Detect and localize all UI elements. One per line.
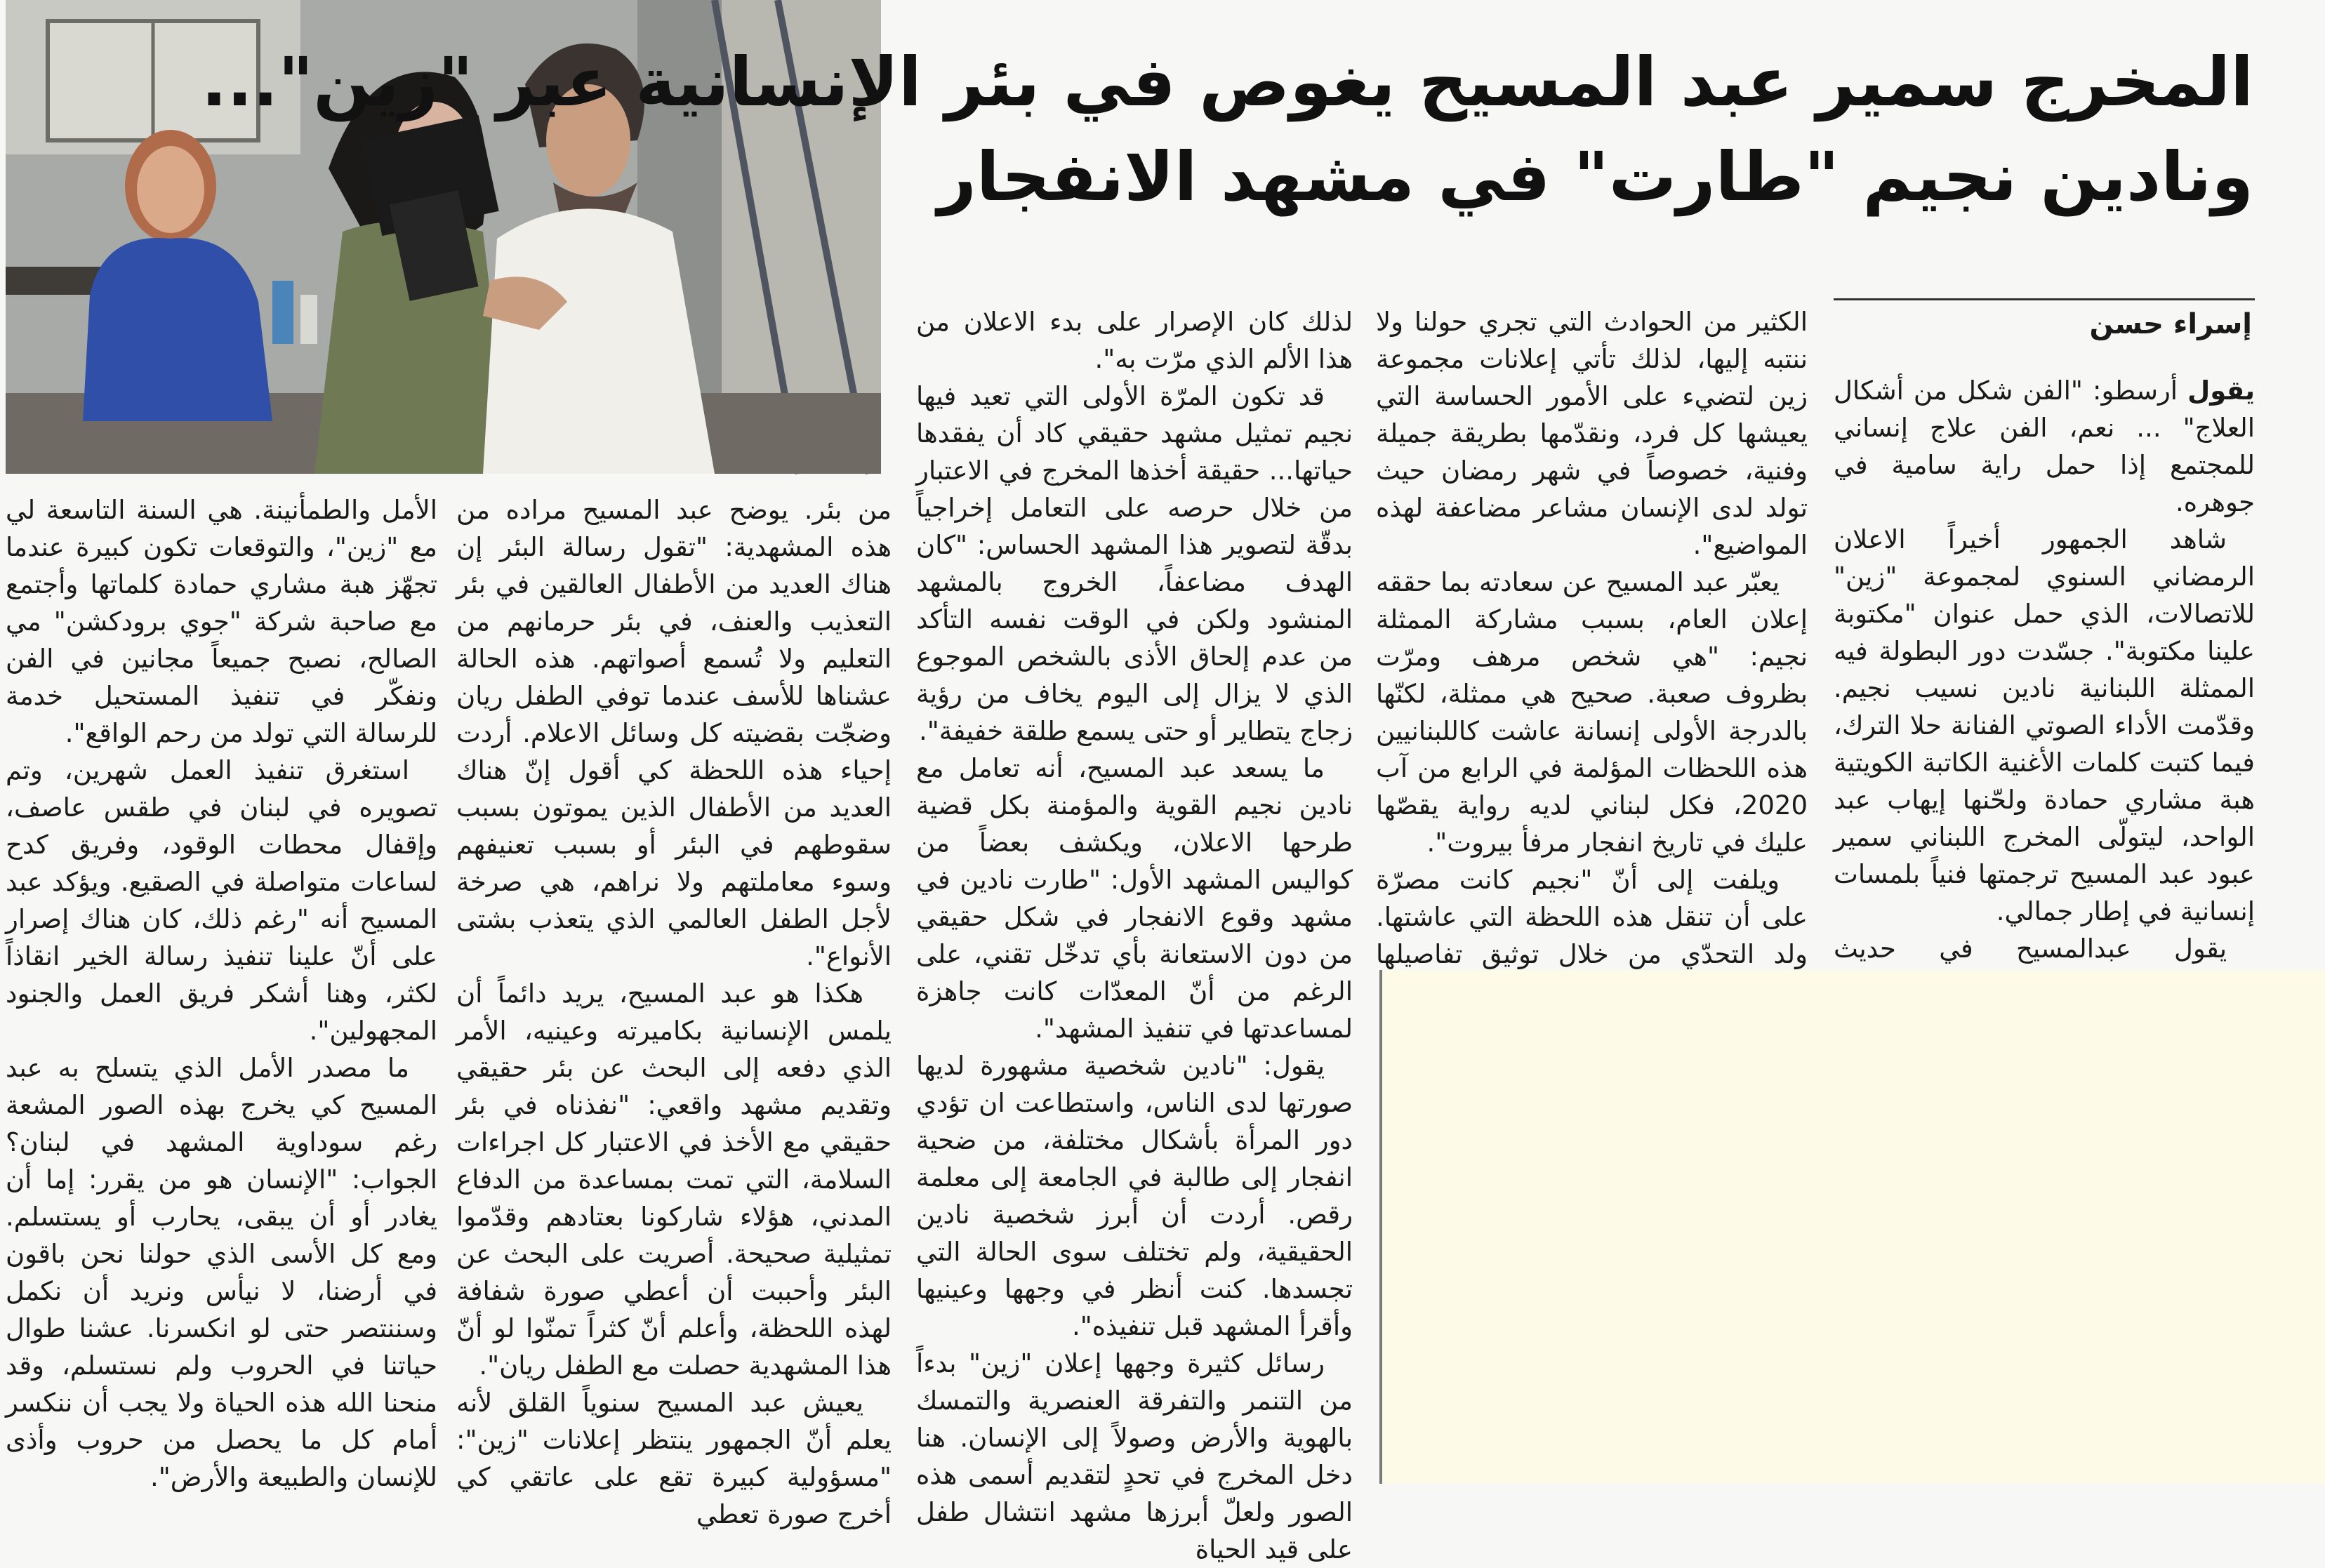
lead-word: يقول <box>2187 376 2255 406</box>
byline-rule <box>1834 298 2255 300</box>
article-column-4 <box>456 491 892 1529</box>
article-column-3 <box>916 303 1353 1564</box>
paragraph: يقول عبدالمسيح في حديث <box>1834 934 2227 964</box>
paragraph: رسائل كثيرة وجهها إعلان "زين" بدءاً من التنمر والتفرقة العنصرية والتمسك بالهوية والأرض وصولاً إلى الإنسان. هنا دخل المخرج في تحدٍ لتقديم أسمى هذه الصور ولعلّ أبرزها مشهد انتشال طفل على قيد الحياة <box>916 1348 1353 1564</box>
paragraph: قد تكون المرّة الأولى التي تعيد فيها نجيم تمثيل مشهد حقيقي كاد أن يفقدها حياتها... حقيقة أخذها المخرج في الاعتبار من خلال حرصه على التعامل إخراجياً بدقّة لتصوير هذا المشهد الحساس: "كان الهدف مضاعفاً، الخروج بالمشهد المنشود ولكن في الوقت نفسه التأكد من عدم إلحاق الأذى بالشخص الموجوع الذي لا يزال إلى اليوم يخاف من رؤية زجاج يتطاير أو حتى يسمع طلقة خفيفة". <box>916 381 1353 746</box>
paragraph-text: أرسطو: "الفن شكل من أشكال العلاج" ... نعم، الفن علاج إنساني للمجتمع إذا حمل راية سامية في جوهره. <box>1834 376 2255 517</box>
article-column-2 <box>1376 303 1808 969</box>
paragraph: استغرق تنفيذ العمل شهرين، وتم تصويره في لبنان في طقس عاصف، وإقفال محطات الوقود، وفريق كدح لساعات متواصلة في الصقيع. ويؤكد عبد المسيح أنه "رغم ذلك، كان هناك إصرار على أنّ علينا تنفيذ رسالة الخير انقاذاً لكثر، وهنا أشكر فريق العمل والجنود المجهولين". <box>6 755 437 1046</box>
empty-page-area <box>1379 970 2325 1484</box>
paragraph: لذلك كان الإصرار على بدء الاعلان من هذا الألم الذي مرّت به". <box>916 307 1353 374</box>
article-column-1 <box>1834 372 2255 964</box>
byline: إسراء حسن <box>2089 308 2252 340</box>
paragraph: من بئر. يوضح عبد المسيح مراده من هذه المشهدية: "تقول رسالة البئر إن هناك العديد من الأطفال العالقين في بئر التعذيب والعنف، في بئر حرمانهم من التعليم ولا تُسمع أصواتهم. هذه الحالة عشناها للأسف عندما توفي الطفل ريان وضجّت بقضيته كل وسائل الاعلام. أردت إحياء هذه اللحظة كي أقول إنّ هناك العديد من الأطفال الذين يموتون بسبب سقوطهم في البئر أو بسبب تعنيفهم وسوء معاملتهم ولا نراهم، هي صرخة لأجل الطفل العالمي الذي يتعذب بشتى الأنواع". <box>456 495 892 971</box>
paragraph <box>1834 372 2255 521</box>
paragraph: ما يسعد عبد المسيح، أنه تعامل مع نادين نجيم القوية والمؤمنة بكل قضية طرحها الاعلان، ويكشف بعضاً من كواليس المشهد الأول: "طارت نادين في مشهد وقوع الانفجار في شكل حقيقي من دون الاستعانة بأي تدخّل تقني، على الرغم من أنّ المعدّات كانت جاهزة لمساعدتها في تنفيذ المشهد". <box>916 753 1353 1044</box>
paragraph: الكثير من الحوادث التي تجري حولنا ولا ننتبه إليها، لذلك تأتي إعلانات مجموعة زين لتضيء على الأمور الحساسة التي يعيشها كل فرد، ونقدّمها بطريقة جميلة وفنية، خصوصاً في شهر رمضان حيث تولد لدى الإنسان مشاعر مضاعفة لهذه المواضيع". <box>1376 307 1808 560</box>
paragraph: شاهد الجمهور أخيراً الاعلان الرمضاني السنوي لمجموعة "زين" للاتصالات، الذي حمل عنوان "مكتوبة علينا مكتوبة". جسّدت دور البطولة فيه الممثلة اللبنانية نادين نسيب نجيم. وقدّمت الأداء الصوتي الفنانة حلا الترك، فيما كتبت كلمات الأغنية الكاتبة الكويتية هبة مشاري حمادة ولحّنها إيهاب عبد الواحد، ليتولّى المخرج اللبناني سمير عبود عبد المسيح ترجمتها فنياً بلمسات إنسانية في إطار جمالي. <box>1834 524 2255 926</box>
paragraph: هكذا هو عبد المسيح، يريد دائماً أن يلمس الإنسانية بكاميرته وعينيه، الأمر الذي دفعه إلى البحث عن بئر حقيقي وتقديم مشهد واقعي: "نفذناه في بئر حقيقي مع الأخذ في الاعتبار كل اجراءات السلامة، التي تمت بمساعدة من الدفاع المدني، هؤلاء شاركونا بعتادهم وقدّموا تمثيلية صحيحة. أصريت على البحث عن البئر وأحببت أن أعطي صورة شفافة لهذه اللحظة، وأعلم أنّ كثراً تمنّوا لو أنّ هذا المشهدية حصلت مع الطفل ريان". <box>456 978 892 1381</box>
paragraph: يعيش عبد المسيح سنوياً القلق لأنه يعلم أنّ الجمهور ينتظر إعلانات "زين": "مسؤولية كبيرة تقع على عاتقي كي أخرج صورة تعطي <box>456 1388 892 1529</box>
headline-line-2: ونادين نجيم "طارت" في مشهد الانفجار <box>937 138 2253 216</box>
headline <box>201 35 2253 225</box>
page-edge-divider <box>1379 970 1382 1484</box>
paragraph: ويلفت إلى أنّ "نجيم كانت مصرّة على أن تنقل هذه اللحظة التي عاشتها. ولد التحدّي من خلال توثيق تفاصيلها <box>1376 865 1808 969</box>
headline-line-1: المخرج سمير عبد المسيح يغوص في بئر الإنسانية عبر "زين"... <box>201 43 2253 121</box>
article-column-5 <box>6 491 437 1492</box>
paragraph: يعبّر عبد المسيح عن سعادته بما حققه إعلان العام، بسبب مشاركة الممثلة نجيم: "هي شخص مرهف ومرّت بظروف صعبة. صحيح هي ممثلة، لكنّها بالدرجة الأولى إنسانة عاشت كاللبنانيين هذه اللحظات المؤلمة في الرابع من آب 2020، فكل لبناني لديه رواية يقصّها عليك في تاريخ انفجار مرفأ بيروت". <box>1376 567 1808 858</box>
paragraph: ما مصدر الأمل الذي يتسلح به عبد المسيح كي يخرج بهذه الصور المشعة رغم سوداوية المشهد في لبنان؟ الجواب: "الإنسان هو من يقرر: إما أن يغادر أو أن يبقى، يحارب أو يستسلم. ومع كل الأسى الذي حولنا نحن باقون في أرضنا، لا نيأس ونريد أن نكمل وسننتصر حتى لو انكسرنا. عشنا طوال حياتنا في الحروب ولم نستسلم، وقد منحنا الله هذه الحياة ولا يجب أن ننكسر أمام كل ما يحصل من حروب وأذى للإنسان والطبيعة والأرض". <box>6 1053 437 1492</box>
paragraph: الأمل والطمأنينة. هي السنة التاسعة لي مع "زين"، والتوقعات تكون كبيرة عندما تجهّز هبة مشاري حمادة كلماتها وأجتمع مع صاحبة شركة "جوي برودكشن" مي الصالح، نصبح جميعاً مجانين في الفن ونفكّر في تنفيذ المستحيل خدمة للرسالة التي تولد من رحم الواقع". <box>6 495 437 748</box>
paragraph: يقول: "نادين شخصية مشهورة لديها صورتها لدى الناس، واستطاعت ان تؤدي دور المرأة بأشكال مختلفة، من ضحية انفجار إلى طالبة في الجامعة إلى معلمة رقص. أردت أن أبرز شخصية نادين الحقيقية، ولم تختلف سوى الحالة التي تجسدها. كنت أنظر في وجهها وعينيها وأقرأ المشهد قبل تنفيذه". <box>916 1051 1353 1341</box>
